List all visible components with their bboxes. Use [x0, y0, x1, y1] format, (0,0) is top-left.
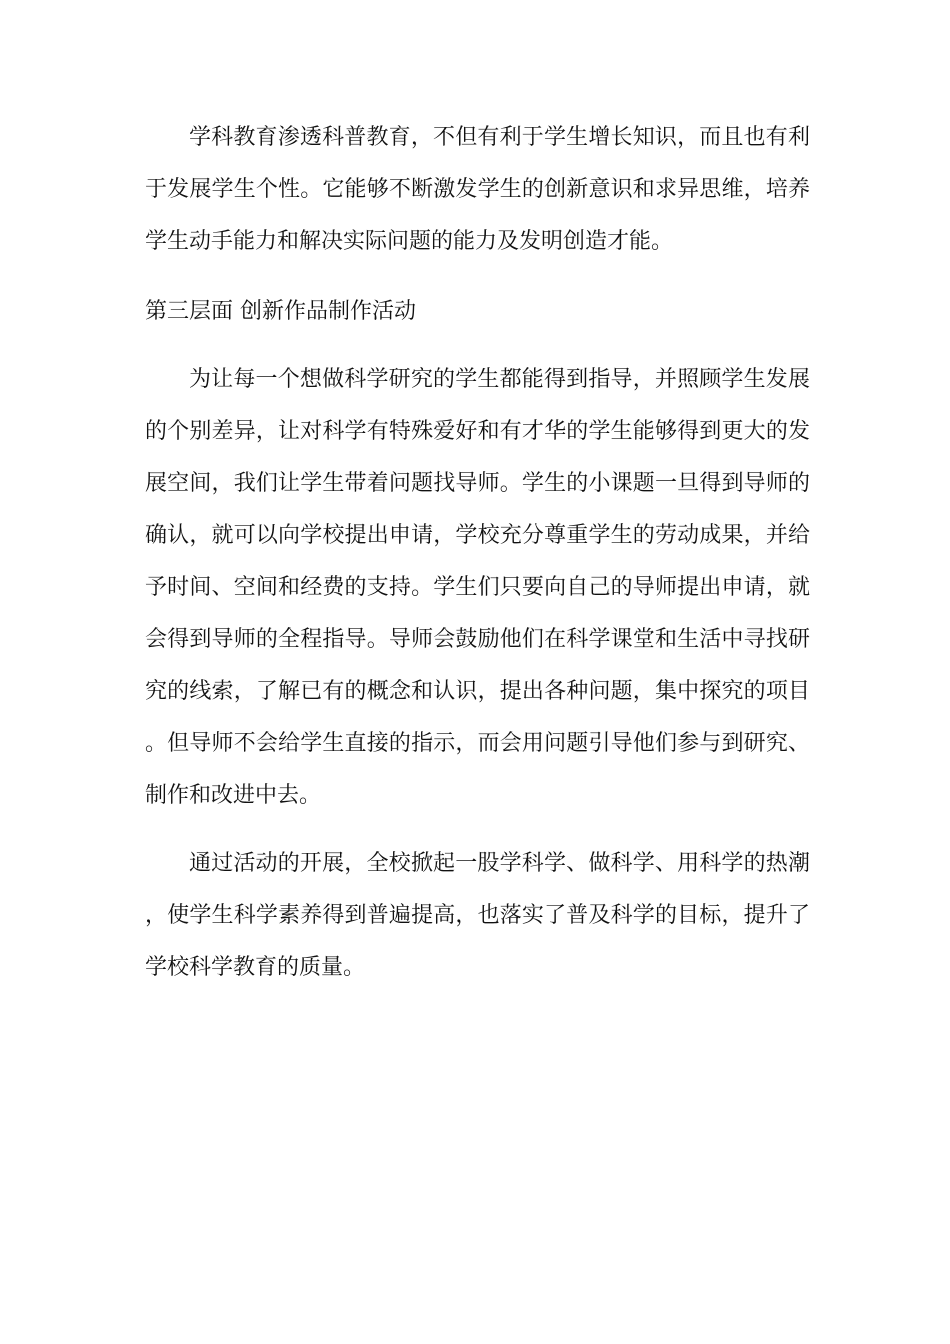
section-heading: 第三层面 创新作品制作活动 — [145, 299, 416, 324]
paragraph-mentor-guidance: 为让每一个想做科学研究的学生都能得到指导，并照顾学生发展的个别差异，让对科学有特殊爱好和有才华的学生能够得到更大的发展空间，我们让学生带着问题找导师。学生的小课题一旦得到导师的确认，就可以向学校提出申请，学校充分尊重学生的劳动成果，并给予时间、空间和经费的支持。学生们只要向自己的导师提出申请，就会得到导师的全程指导。导师会鼓励他们在科学课堂和生活中寻找研究的线索，了解已有的概念和认识，提出各种问题，集中探究的项目。但导师不会给学生直接的指示，而会用问题引导他们参与到研究、制作和改进中去。 — [145, 367, 810, 808]
paragraph-science-popularization: 学科教育渗透科普教育，不但有利于学生增长知识，而且也有利于发展学生个性。它能够不断激发学生的创新意识和求异思维，培养学生动手能力和解决实际问题的能力及发明创造才能。 — [145, 125, 810, 254]
document-body — [145, 112, 810, 994]
paragraph-activity-results: 通过活动的开展，全校掀起一股学科学、做科学、用科学的热潮，使学生科学素养得到普遍提高，也落实了普及科学的目标，提升了学校科学教育的质量。 — [145, 851, 810, 980]
